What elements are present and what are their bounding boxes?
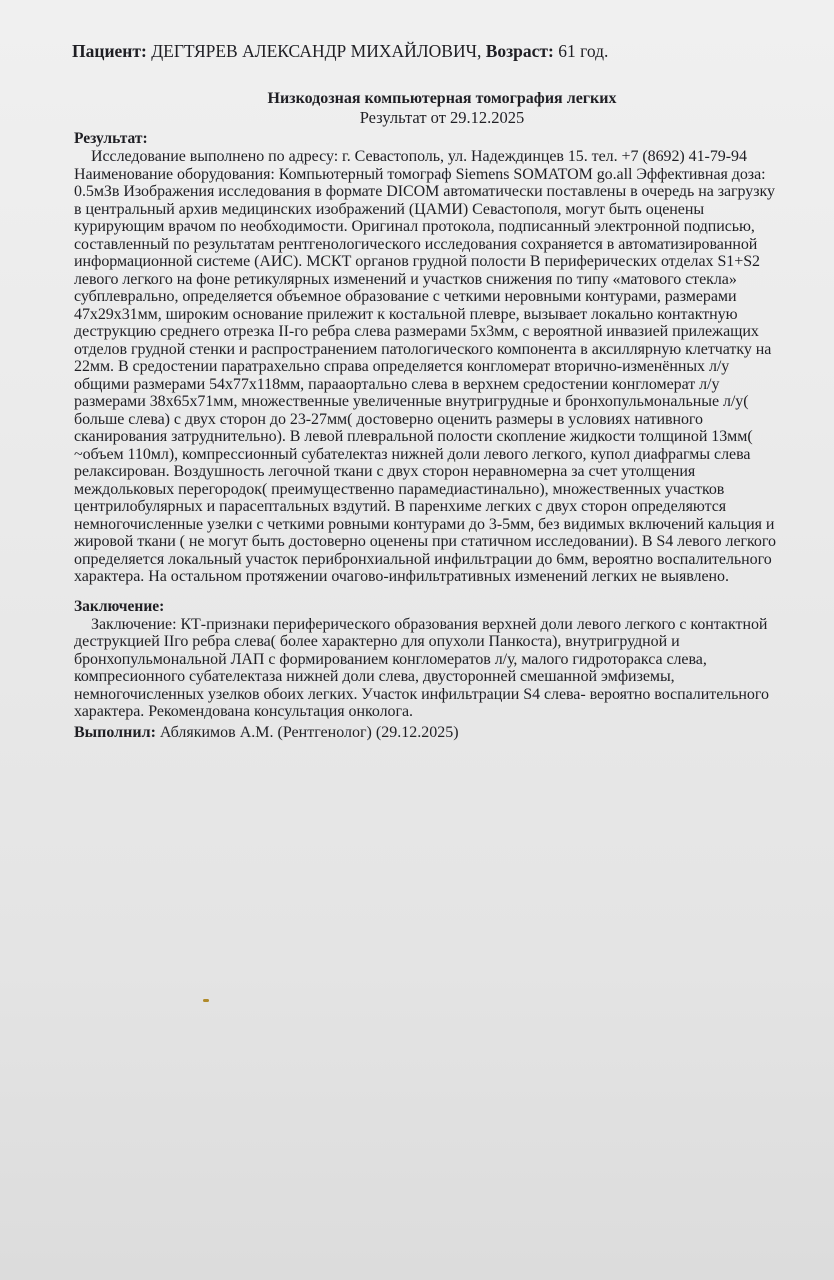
conclusion-text: Заключение: КТ-признаки периферического образования верхней доли левого легкого с контактной деструкцией IIго ребра слева( более характерно для опухоли Панкоста), внутригрудной и бронхопульмональной ЛАП с формированием конгломератов л/у, малого гидроторакса слева, компресионного субателектаза нижней доли слева, двусторонней смешанной эмфиземы, немногочисленных узелков обоих легких. Участок инфильтрации S4 слева- вероятно воспалительного характера. Рекомендована консультация онколога. (74, 615, 769, 720)
signature-label: Выполнил: (74, 723, 156, 741)
age-value: 61 год. (558, 41, 609, 61)
age-label: Возраст: (485, 41, 554, 61)
signature-line (74, 724, 786, 742)
document-title: Низкодозная компьютерная томография легких (267, 90, 617, 107)
result-text: Исследование выполнено по адресу: г. Севастополь, ул. Надеждинцев 15. тел. +7 (8692) 41-79-94 Наименование оборудования: Компьютерный томограф Siemens SOMATOM go.all Эффективная доза: 0.5мЗв Изображения исследования в формате DICOM автоматически поставлены в очередь на загрузку в центральный архив медицинских изображений (ЦАМИ) Севастополя, могут быть оценены курирующим врачом по необходимости. Оригинал протокола, подписанный электронной подписью, составленный по результатам рентгенологического исследования сохраняется в автоматизированной информационной системе (АИС). МСКТ органов грудной полости В периферических отделах S1+S2 левого легкого на фоне ретикулярных изменений и участков снижения по типу «матового стекла» субплеврально, определяется объемное образование с четкими неровными контурами, размерами 47х29х31мм, широким основание прилежит к костальной плевре, вызывает локально контактную деструкцию среднего отрезка II-го ребра слева размерами 5х3мм, с вероятной инвазией прилежащих отделов грудной стенки и распространением патологического компонента в аксиллярную клетчатку на 22мм. В средостении паратрахельно справа определяется конгломерат вторично-изменённых л/у общими размерами 54х77х118мм, парааортально слева в верхнем средостении конгломерат л/у размерами 38х65х71мм, множественные увеличенные внутригрудные и бронхопульмональные л/у( больше слева) с двух сторон до 23-27мм( достоверно оценить размеры в условиях нативного сканирования затруднительно). В левой плевральной полости скопление жидкости толщиной 13мм( ~объем 110мл), компрессионный субателектаз нижней доли левого легкого, купол диафрагмы слева релаксирован. Воздушность легочной ткани с двух сторон неравномерна за счет утолщения междольковых перегородок( преимущественно парамедиастинально), множественных участков центрилобулярных и парасептальных вздутий. В паренхиме легких с двух сторон определяются немногочисленные узелки с четкими ровными контурами до 3-5мм, без видимых включений кальция и жировой ткани ( не могут быть достоверно оценены при статичном исследовании). В S4 левого легкого определяется локальный участок перибронхиальной инфильтрации до 6мм, вероятно воспалительного характера. На остальном протяжении очагово-инфильтративных изменений легких не выявлено. (74, 148, 776, 585)
result-heading: Результат: (74, 130, 148, 147)
patient-name: ДЕГТЯРЕВ АЛЕКСАНДР МИХАЙЛОВИЧ, (151, 41, 482, 61)
result-date: Результат от 29.12.2025 (359, 108, 525, 127)
paper-speck (203, 999, 209, 1002)
document-content (74, 40, 786, 742)
patient-line (72, 40, 786, 62)
conclusion-heading: Заключение: (74, 597, 165, 615)
signature-value: Аблякимов А.М. (Рентгенолог) (29.12.2025) (159, 723, 459, 741)
patient-label: Пациент: (72, 41, 147, 61)
